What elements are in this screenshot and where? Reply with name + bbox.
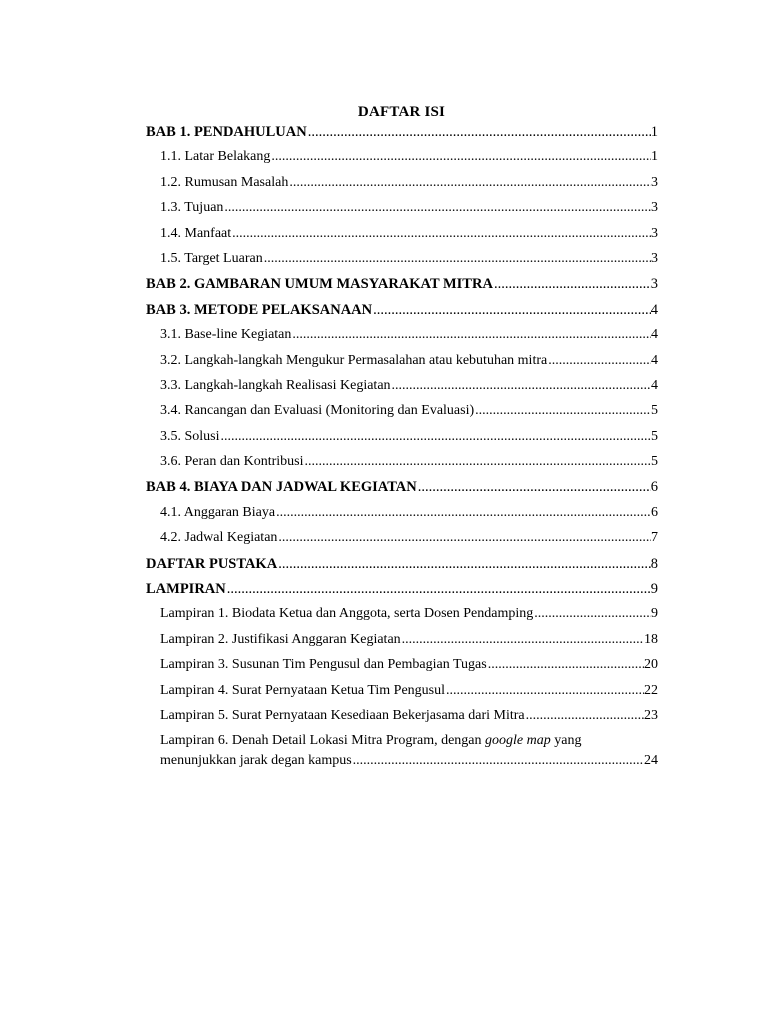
toc-entry-label: 1.3. Tujuan xyxy=(160,200,224,216)
toc-entry-label: Lampiran 2. Justifikasi Anggaran Kegiatan xyxy=(160,631,401,647)
toc-entry-page-number: 9 xyxy=(651,606,658,622)
toc-section-entry xyxy=(146,248,658,273)
toc-entry-line xyxy=(146,477,658,497)
toc-section-entry xyxy=(146,426,658,451)
toc-entry-line xyxy=(160,401,658,421)
toc-chapter-entry xyxy=(146,299,658,324)
toc-entry-label: BAB 3. METODE PELAKSANAAN xyxy=(146,301,373,318)
dot-leader xyxy=(221,427,651,447)
dot-leader xyxy=(402,630,644,650)
toc-section-entry xyxy=(146,502,658,527)
toc-entry-line xyxy=(160,325,658,345)
toc-entry-page-number: 6 xyxy=(650,479,658,496)
toc-section-entry xyxy=(146,730,658,776)
dot-leader xyxy=(418,477,651,497)
toc-entry-line xyxy=(160,604,658,624)
toc-section-entry xyxy=(146,172,658,197)
toc-entry-page-number: 5 xyxy=(651,428,658,444)
toc-entry-line xyxy=(160,376,658,396)
toc-entry-page-number: 4 xyxy=(651,352,658,368)
toc-section-entry xyxy=(146,629,658,654)
toc-entry-line xyxy=(160,351,658,371)
toc-entry-label: 3.4. Rancangan dan Evaluasi (Monitoring dan Evaluasi) xyxy=(160,403,475,419)
toc-entry-page-number: 5 xyxy=(651,454,658,470)
toc-entry-page-number: 18 xyxy=(644,631,658,647)
toc-entry-line xyxy=(160,452,658,472)
toc-entry-line xyxy=(160,249,658,269)
toc-entry-page-number: 3 xyxy=(651,174,658,190)
dot-leader xyxy=(392,376,651,396)
toc-entry-label-italic: google map xyxy=(485,733,551,749)
toc-entry-line xyxy=(160,427,658,447)
toc-entry-page-number: 3 xyxy=(650,276,658,293)
dot-leader xyxy=(353,751,644,771)
toc-entry-page-number: 1 xyxy=(651,149,658,165)
toc-entry-label: BAB 4. BIAYA DAN JADWAL KEGIATAN xyxy=(146,479,417,496)
toc-entry-line xyxy=(146,554,658,574)
toc-section-entry xyxy=(146,451,658,476)
dot-leader xyxy=(526,706,644,726)
toc-entry-label: 3.1. Base-line Kegiatan xyxy=(160,327,292,343)
toc-entry-line xyxy=(160,528,658,548)
toc-entry-label: 3.6. Peran dan Kontribusi xyxy=(160,454,304,470)
toc-section-entry xyxy=(146,603,658,628)
dot-leader xyxy=(264,249,651,269)
dot-leader xyxy=(488,655,644,675)
toc-entry-first-line xyxy=(160,731,658,751)
toc-entry-page-number: 5 xyxy=(651,403,658,419)
dot-leader xyxy=(224,198,651,218)
toc-chapter-entry xyxy=(146,273,658,298)
table-of-contents xyxy=(146,121,658,776)
toc-entry-label: 1.1. Latar Belakang xyxy=(160,149,271,165)
toc-section-entry xyxy=(146,223,658,248)
toc-entry-label: BAB 2. GAMBARAN UMUM MASYARAKAT MITRA xyxy=(146,276,493,293)
toc-entry-label: LAMPIRAN xyxy=(146,581,226,598)
toc-entry-line xyxy=(160,655,658,675)
toc-chapter-entry xyxy=(146,553,658,578)
toc-entry-label: Lampiran 5. Surat Pernyataan Kesediaan Bekerjasama dari Mitra xyxy=(160,707,525,723)
toc-entry-line xyxy=(160,630,658,650)
toc-entry-line xyxy=(160,198,658,218)
toc-chapter-entry xyxy=(146,121,658,146)
toc-entry-page-number: 1 xyxy=(650,124,658,140)
toc-entry-page-number: 3 xyxy=(651,225,658,241)
dot-leader xyxy=(308,122,651,142)
toc-entry-line xyxy=(160,224,658,244)
dot-leader xyxy=(548,351,651,371)
dot-leader xyxy=(292,325,651,345)
toc-entry-label: Lampiran 1. Biodata Ketua dan Anggota, serta Dosen Pendamping xyxy=(160,606,534,622)
dot-leader xyxy=(227,579,651,599)
toc-entry-label: Lampiran 3. Susunan Tim Pengusul dan Pembagian Tugas xyxy=(160,657,487,673)
toc-entry-page-number: 8 xyxy=(650,555,658,572)
toc-entry-page-number: 6 xyxy=(651,504,658,520)
toc-entry-page-number: 3 xyxy=(651,200,658,216)
dot-leader xyxy=(304,452,651,472)
dot-leader xyxy=(494,274,651,294)
dot-leader xyxy=(289,173,651,193)
toc-section-entry xyxy=(146,705,658,730)
toc-entry-label: 1.2. Rumusan Masalah xyxy=(160,174,289,190)
toc-entry-line xyxy=(160,751,658,771)
toc-entry-line xyxy=(160,706,658,726)
toc-section-entry xyxy=(146,680,658,705)
dot-leader xyxy=(271,147,651,167)
toc-entry-label: 1.4. Manfaat xyxy=(160,225,232,241)
dot-leader xyxy=(475,401,651,421)
toc-entry-label: menunjukkan jarak degan kampus xyxy=(160,753,352,769)
dot-leader xyxy=(373,300,651,320)
toc-entry-label: Lampiran 4. Surat Pernyataan Ketua Tim Pengusul xyxy=(160,682,446,698)
toc-entry-page-number: 22 xyxy=(644,682,658,698)
toc-entry-label: 3.5. Solusi xyxy=(160,428,220,444)
toc-entry-label: 4.1. Anggaran Biaya xyxy=(160,504,276,520)
toc-chapter-entry xyxy=(146,578,658,603)
toc-entry-line xyxy=(146,122,658,142)
dot-leader xyxy=(278,528,651,548)
toc-section-entry xyxy=(146,375,658,400)
toc-entry-label: 1.5. Target Luaran xyxy=(160,250,263,266)
toc-entry-page-number: 3 xyxy=(651,250,658,266)
toc-entry-page-number: 9 xyxy=(650,581,658,598)
toc-entry-line xyxy=(160,503,658,523)
toc-entry-label: DAFTAR PUSTAKA xyxy=(146,555,278,572)
toc-entry-label-prefix: Lampiran 6. Denah Detail Lokasi Mitra Program, dengan xyxy=(160,733,486,749)
toc-entry-page-number: 24 xyxy=(644,753,658,769)
toc-entry-page-number: 23 xyxy=(644,707,658,723)
toc-entry-page-number: 20 xyxy=(644,657,658,673)
toc-entry-page-number: 4 xyxy=(650,301,658,318)
dot-leader xyxy=(446,681,644,701)
toc-section-entry xyxy=(146,324,658,349)
toc-entry-page-number: 7 xyxy=(651,530,658,546)
toc-entry-label: BAB 1. PENDAHULUAN xyxy=(146,124,307,140)
toc-entry-line xyxy=(146,579,658,599)
dot-leader xyxy=(534,604,651,624)
dot-leader xyxy=(232,224,651,244)
dot-leader xyxy=(278,554,651,574)
page-title: DAFTAR ISI xyxy=(357,104,446,120)
toc-entry-label: 3.2. Langkah-langkah Mengukur Permasalahan atau kebutuhan mitra xyxy=(160,352,548,368)
toc-section-entry xyxy=(146,197,658,222)
dot-leader xyxy=(276,503,651,523)
toc-entry-page-number: 4 xyxy=(651,327,658,343)
toc-entry-line xyxy=(146,300,658,320)
toc-entry-line xyxy=(160,681,658,701)
toc-section-entry xyxy=(146,146,658,171)
toc-entry-label-suffix: yang xyxy=(550,733,582,749)
toc-section-entry xyxy=(146,350,658,375)
toc-section-entry xyxy=(146,654,658,679)
toc-section-entry xyxy=(146,400,658,425)
toc-entry-line xyxy=(160,147,658,167)
toc-entry-line xyxy=(160,173,658,193)
toc-entry-label: 4.2. Jadwal Kegiatan xyxy=(160,530,278,546)
toc-entry-page-number: 4 xyxy=(651,377,658,393)
toc-entry-label: 3.3. Langkah-langkah Realisasi Kegiatan xyxy=(160,377,391,393)
toc-section-entry xyxy=(146,527,658,552)
toc-chapter-entry xyxy=(146,476,658,501)
toc-entry-line xyxy=(146,274,658,294)
